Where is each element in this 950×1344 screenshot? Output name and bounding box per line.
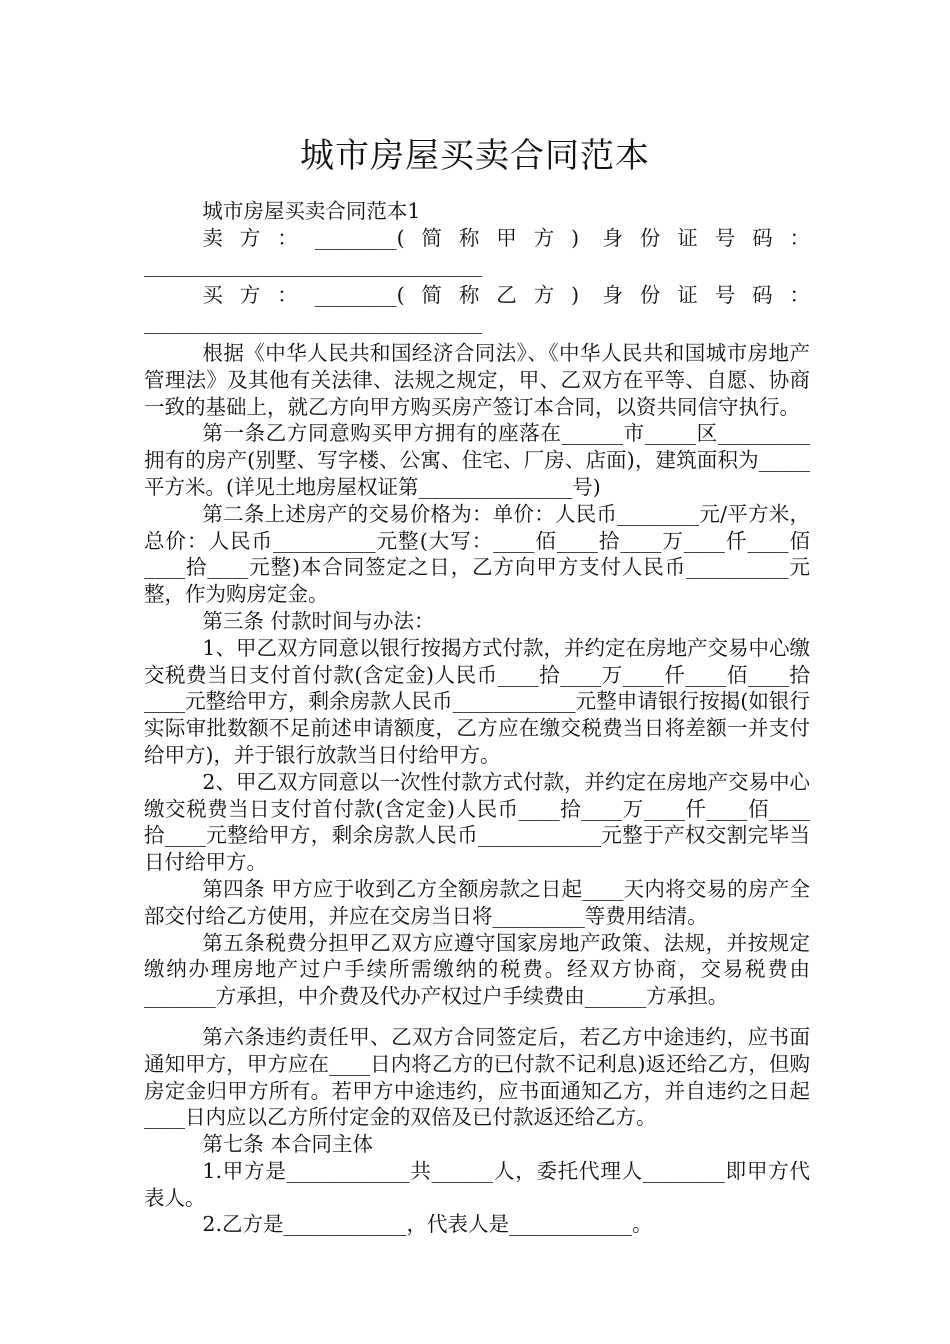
document-body: [144, 198, 810, 1238]
document-title: 城市房屋买卖合同范本: [300, 136, 650, 176]
paragraph-article-5: 第五条税费分担甲乙双方应遵守国家房地产政策、法规，并按规定缴纳办理房地产过户手续所需缴纳的税费。经双方协商，交易税费由_______方承担，中介费及代办产权过户手续费由______方承担。: [144, 930, 810, 1009]
paragraph-article-3-item-2: 2、甲乙双方同意以一次性付款方式付款，并约定在房地产交易中心缴交税费当日支付首付款(含定金)人民币____拾____万____仟____佰____拾____元整给甲方，剩余房款人民币____________元整于产权交割完毕当日付给甲方。: [144, 769, 810, 875]
paragraph-article-4: 第四条 甲方应于收到乙方全额房款之日起____天内将交易的房产全部交付给乙方使用，并应在交房当日将_________等费用结清。: [144, 876, 810, 928]
paragraph-preamble: 根据《中华人民共和国经济合同法》、《中华人民共和国城市房地产管理法》及其他有关法律、法规之规定，甲、乙双方在平等、自愿、协商一致的基础上，就乙方向甲方购买房产签订本合同，以资共同信守执行。: [144, 340, 810, 419]
paragraph-article-7: 第七条 本合同主体: [202, 1132, 373, 1157]
paragraph-article-2: 第二条上述房产的交易价格为：单价：人民币________元/平方米，总价：人民币__________元整(大写：____佰____拾____万____仟____佰____拾____元整)本合同签定之日，乙方向甲方支付人民币__________元整，作为购房定金。: [144, 501, 810, 607]
paragraph-heading: 城市房屋买卖合同范本1: [202, 199, 421, 223]
paragraph-gap: [144, 1010, 810, 1024]
paragraph-article-1: 第一条乙方同意购买甲方拥有的座落在______市_____区_________拥有的房产(别墅、写字楼、公寓、住宅、厂房、店面)，建筑面积为_____平方米。(详见土地房屋权证第_______________号): [144, 421, 810, 499]
paragraph-article-7-item-1: 1.甲方是____________共______人，委托代理人________即甲方代表人。: [144, 1158, 810, 1210]
paragraph-article-6: 第六条违约责任甲、乙双方合同签定后，若乙方中途违约，应书面通知甲方，甲方应在____日内将乙方的已付款不记利息)返还给乙方，但购房定金归甲方所有。若甲方中途违约，应书面通知乙方，并自违约之日起____日内应以乙方所付定金的双倍及已付款返还给乙方。: [144, 1024, 810, 1130]
paragraph-seller: 卖方：________(简称甲方) 身份证号码：_________________________________: [144, 225, 810, 277]
paragraph-article-7-item-2: 2.乙方是____________，代表人是____________。: [202, 1212, 653, 1237]
paragraph-article-3: 第三条 付款时间与办法：: [202, 608, 435, 633]
paragraph-article-3-item-1: 1、甲乙双方同意以银行按揭方式付款，并约定在房地产交易中心缴交税费当日支付首付款(含定金)人民币____拾____万____仟____佰____拾____元整给甲方，剩余房款人民币____________元整申请银行按揭(如银行实际审批数额不足前述申请额度，乙方应在缴交税费当日将差额一并支付给甲方)，并于银行放款当日付给甲方。: [144, 635, 810, 767]
paragraph-buyer: 买方：________(简称乙方) 身份证号码：_________________________________: [144, 283, 810, 335]
